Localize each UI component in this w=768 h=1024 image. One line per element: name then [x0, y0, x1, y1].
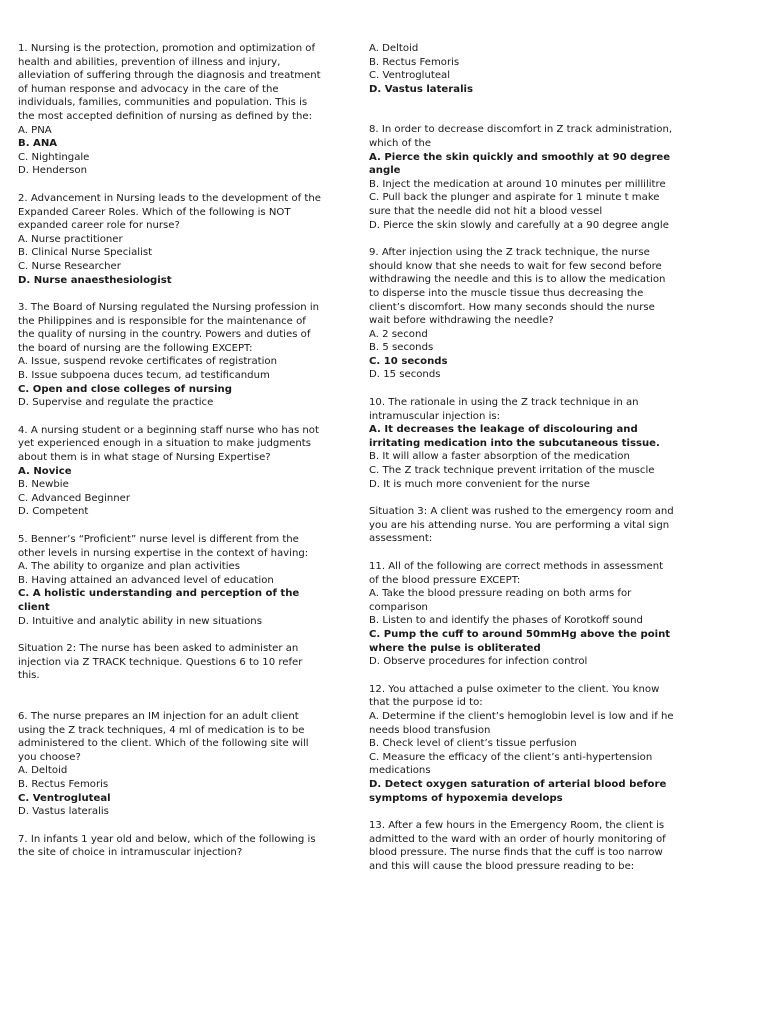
answer-option: B. Newbie	[18, 479, 69, 491]
answer-option: C. Nightingale	[18, 151, 90, 163]
question-block	[18, 833, 323, 860]
answer-option-correct: B. ANA	[18, 138, 58, 150]
answer-option: D. Intuitive and analytic ability in new situations	[18, 615, 262, 627]
question-text: 10. The rationale in using the Z track technique in an intramuscular injection is:	[369, 397, 639, 422]
answer-option: A. Determine if the client’s hemoglobin level is low and if he needs blood transfusion	[369, 710, 674, 736]
answer-option-correct: A. Pierce the skin quickly and smoothly at 90 degree angle	[369, 151, 671, 177]
question-text: 7. In infants 1 year old and below, which of the following is the site of choice in intramuscular injection?	[18, 833, 316, 859]
answer-option: D. Competent	[18, 506, 89, 518]
answer-option: B. Inject the medication at around 10 minutes per millilitre	[369, 178, 666, 190]
answer-option-correct: A. Novice	[18, 465, 72, 477]
answer-option: A. Deltoid	[18, 765, 68, 777]
answer-option: B. Rectus Femoris	[369, 56, 460, 68]
answer-option: C. Pull back the plunger and aspirate for 1 minute t make sure that the needle did not hit a blood vessel	[369, 192, 660, 217]
answer-option: B. Listen to and identify the phases of Korotkoff sound	[369, 615, 643, 627]
answer-option: D. It is much more convenient for the nurse	[369, 478, 590, 490]
question-text: Situation 3: A client was rushed to the emergency room and you are his attending nurse. You are performing a vital sign assessment:	[369, 506, 674, 545]
answer-option: B. Rectus Femoris	[18, 778, 109, 790]
answer-option-correct: C. Pump the cuff to around 50mmHg above the point where the pulse is obliterated	[369, 628, 671, 654]
question-text: 1. Nursing is the protection, promotion and optimization of health and abilities, prevention of illness and injury, alleviation of suffering through the diagnosis and treatment of human response and advocacy in the care of the individuals, families, communities and population. This is the most accepted definition of nursing as defined by the:	[18, 43, 321, 122]
answer-option: D. 15 seconds	[369, 369, 441, 381]
answer-option: B. Issue subpoena duces tecum, ad testificandum	[18, 370, 270, 382]
question-text: 8. In order to decrease discomfort in Z track administration, which of the	[369, 124, 673, 149]
answer-option: A. PNA	[18, 124, 52, 136]
answer-option: A. Take the blood pressure reading on both arms for comparison	[369, 588, 632, 613]
question-text: 12. You attached a pulse oximeter to the client. You know that the purpose id to:	[369, 683, 660, 709]
question-text: 13. After a few hours in the Emergency Room, the client is admitted to the ward with an order of hourly monitoring of blood pressure. The nurse finds that the cuff is too narrow and this will cause the blood pressure reading to be:	[369, 820, 666, 872]
answer-option: A. 2 second	[369, 328, 428, 340]
answer-option: A. Deltoid	[369, 43, 419, 54]
answer-option-correct: C. A holistic understanding and perception of the client	[18, 588, 300, 613]
answer-option: D. Pierce the skin slowly and carefully at a 90 degree angle	[369, 219, 669, 231]
answer-option-correct: D. Vastus lateralis	[369, 83, 473, 95]
answer-option-correct: D. Detect oxygen saturation of arterial blood before symptoms of hypoxemia develops	[369, 778, 667, 804]
question-block	[18, 42, 323, 178]
answer-option-correct: A. It decreases the leakage of discolouring and irritating medication into the subcutaneous tissue.	[369, 424, 660, 449]
question-block	[18, 192, 323, 287]
question-block	[369, 123, 674, 232]
answer-option-correct: C. Open and close colleges of nursing	[18, 383, 232, 395]
question-text: 6. The nurse prepares an IM injection for an adult client using the Z track techniques, 4 ml of medication is to be administered to the client. Which of the following site will you choose?	[18, 710, 309, 763]
question-block	[369, 396, 674, 491]
answer-option-correct: D. Nurse anaesthesiologist	[18, 274, 172, 286]
answer-option: C. Ventrogluteal	[369, 70, 451, 82]
question-block	[369, 505, 674, 546]
answer-option: B. 5 seconds	[369, 342, 434, 354]
answer-option: D. Henderson	[18, 165, 87, 177]
answer-option: B. It will allow a faster absorption of the medication	[369, 451, 630, 463]
question-block	[369, 246, 674, 382]
answer-option-correct: C. Ventrogluteal	[18, 792, 111, 804]
question-block	[18, 424, 323, 519]
question-block	[369, 683, 674, 805]
question-text: 5. Benner’s “Proficient” nurse level is different from the other levels in nursing expertise in the context of having:	[18, 534, 309, 559]
question-block	[369, 42, 674, 96]
answer-option: A. Nurse practitioner	[18, 233, 123, 245]
answer-option: C. The Z track technique prevent irritation of the muscle	[369, 465, 655, 477]
answer-option: D. Supervise and regulate the practice	[18, 397, 214, 409]
question-block	[369, 560, 674, 669]
question-text: 3. The Board of Nursing regulated the Nursing profession in the Philippines and is responsible for the maintenance of the quality of nursing in the country. Powers and duties of the board of nursing are the following EXCEPT:	[18, 302, 320, 354]
answer-option: D. Vastus lateralis	[18, 806, 109, 818]
answer-option: B. Check level of client’s tissue perfusion	[369, 738, 577, 750]
answer-option-correct: C. 10 seconds	[369, 355, 448, 367]
question-block	[369, 819, 674, 873]
answer-option: A. Issue, suspend revoke certificates of registration	[18, 356, 277, 368]
question-block	[18, 301, 323, 410]
answer-option: C. Nurse Researcher	[18, 260, 121, 272]
answer-option: A. The ability to organize and plan activities	[18, 561, 240, 573]
question-block	[18, 642, 323, 683]
question-block	[18, 533, 323, 628]
right-column	[369, 42, 674, 887]
question-text: 11. All of the following are correct methods in assessment of the blood pressure EXCEPT:	[369, 561, 664, 586]
question-block	[18, 710, 323, 819]
question-text: Situation 2: The nurse has been asked to administer an injection via Z TRACK technique. Questions 6 to 10 refer this.	[18, 643, 303, 682]
answer-option: C. Advanced Beginner	[18, 492, 131, 504]
answer-option: B. Clinical Nurse Specialist	[18, 247, 153, 259]
answer-option: D. Observe procedures for infection control	[369, 656, 588, 668]
left-column	[18, 42, 323, 874]
answer-option: C. Measure the efficacy of the client’s anti-hypertension medications	[369, 751, 653, 777]
answer-option: B. Having attained an advanced level of education	[18, 574, 274, 586]
question-text: 2. Advancement in Nursing leads to the development of the Expanded Career Roles. Which of the following is NOT expanded career role for nurse?	[18, 192, 321, 232]
question-text: 4. A nursing student or a beginning staff nurse who has not yet experienced enough in a situation to make judgments about them is in what stage of Nursing Expertise?	[18, 424, 319, 464]
question-text: 9. After injection using the Z track technique, the nurse should know that she needs to wait for few second before withdrawing the needle and this is to allow the medication to disperse into the muscle tissue thus decreasing the client’s discomfort. How many seconds should the nurse wait before withdrawing the needle?	[369, 247, 666, 327]
